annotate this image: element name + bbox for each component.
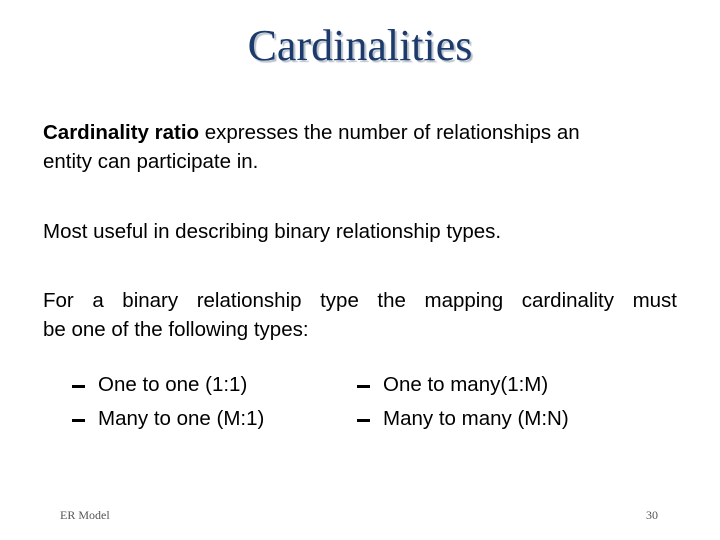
paragraph-binary-usefulness: Most useful in describing binary relationship types. bbox=[43, 220, 502, 243]
paragraph1-text: expresses the number of relationships an bbox=[199, 121, 580, 144]
dash-bullet-icon bbox=[72, 419, 85, 422]
paragraph-mapping-types bbox=[43, 286, 693, 344]
bullet-list-right bbox=[357, 368, 569, 436]
paragraph3-line2: be one of the following types: bbox=[43, 318, 309, 341]
dash-bullet-icon bbox=[72, 385, 85, 388]
footer-label: ER Model bbox=[60, 508, 110, 522]
bullet-item bbox=[357, 368, 569, 402]
term-cardinality-ratio: Cardinality ratio bbox=[43, 121, 200, 144]
bullet-list-left bbox=[72, 368, 264, 436]
bullet-item bbox=[72, 368, 264, 402]
bullet-text: Many to many (M:N) bbox=[383, 407, 569, 430]
bullet-item bbox=[72, 402, 264, 436]
dash-bullet-icon bbox=[357, 385, 370, 388]
slide-title: Cardinalities bbox=[247, 21, 473, 70]
bullet-text: One to many(1:M) bbox=[383, 373, 549, 396]
bullet-item bbox=[357, 402, 569, 436]
page-number: 30 bbox=[646, 508, 658, 522]
paragraph3-line1: For a binary relationship type the mapping cardinality must bbox=[43, 289, 677, 312]
paragraph1-line2: entity can participate in. bbox=[43, 150, 259, 173]
bullet-text: Many to one (M:1) bbox=[98, 407, 265, 430]
dash-bullet-icon bbox=[357, 419, 370, 422]
paragraph-cardinality-ratio bbox=[43, 118, 693, 176]
bullet-text: One to one (1:1) bbox=[98, 373, 248, 396]
